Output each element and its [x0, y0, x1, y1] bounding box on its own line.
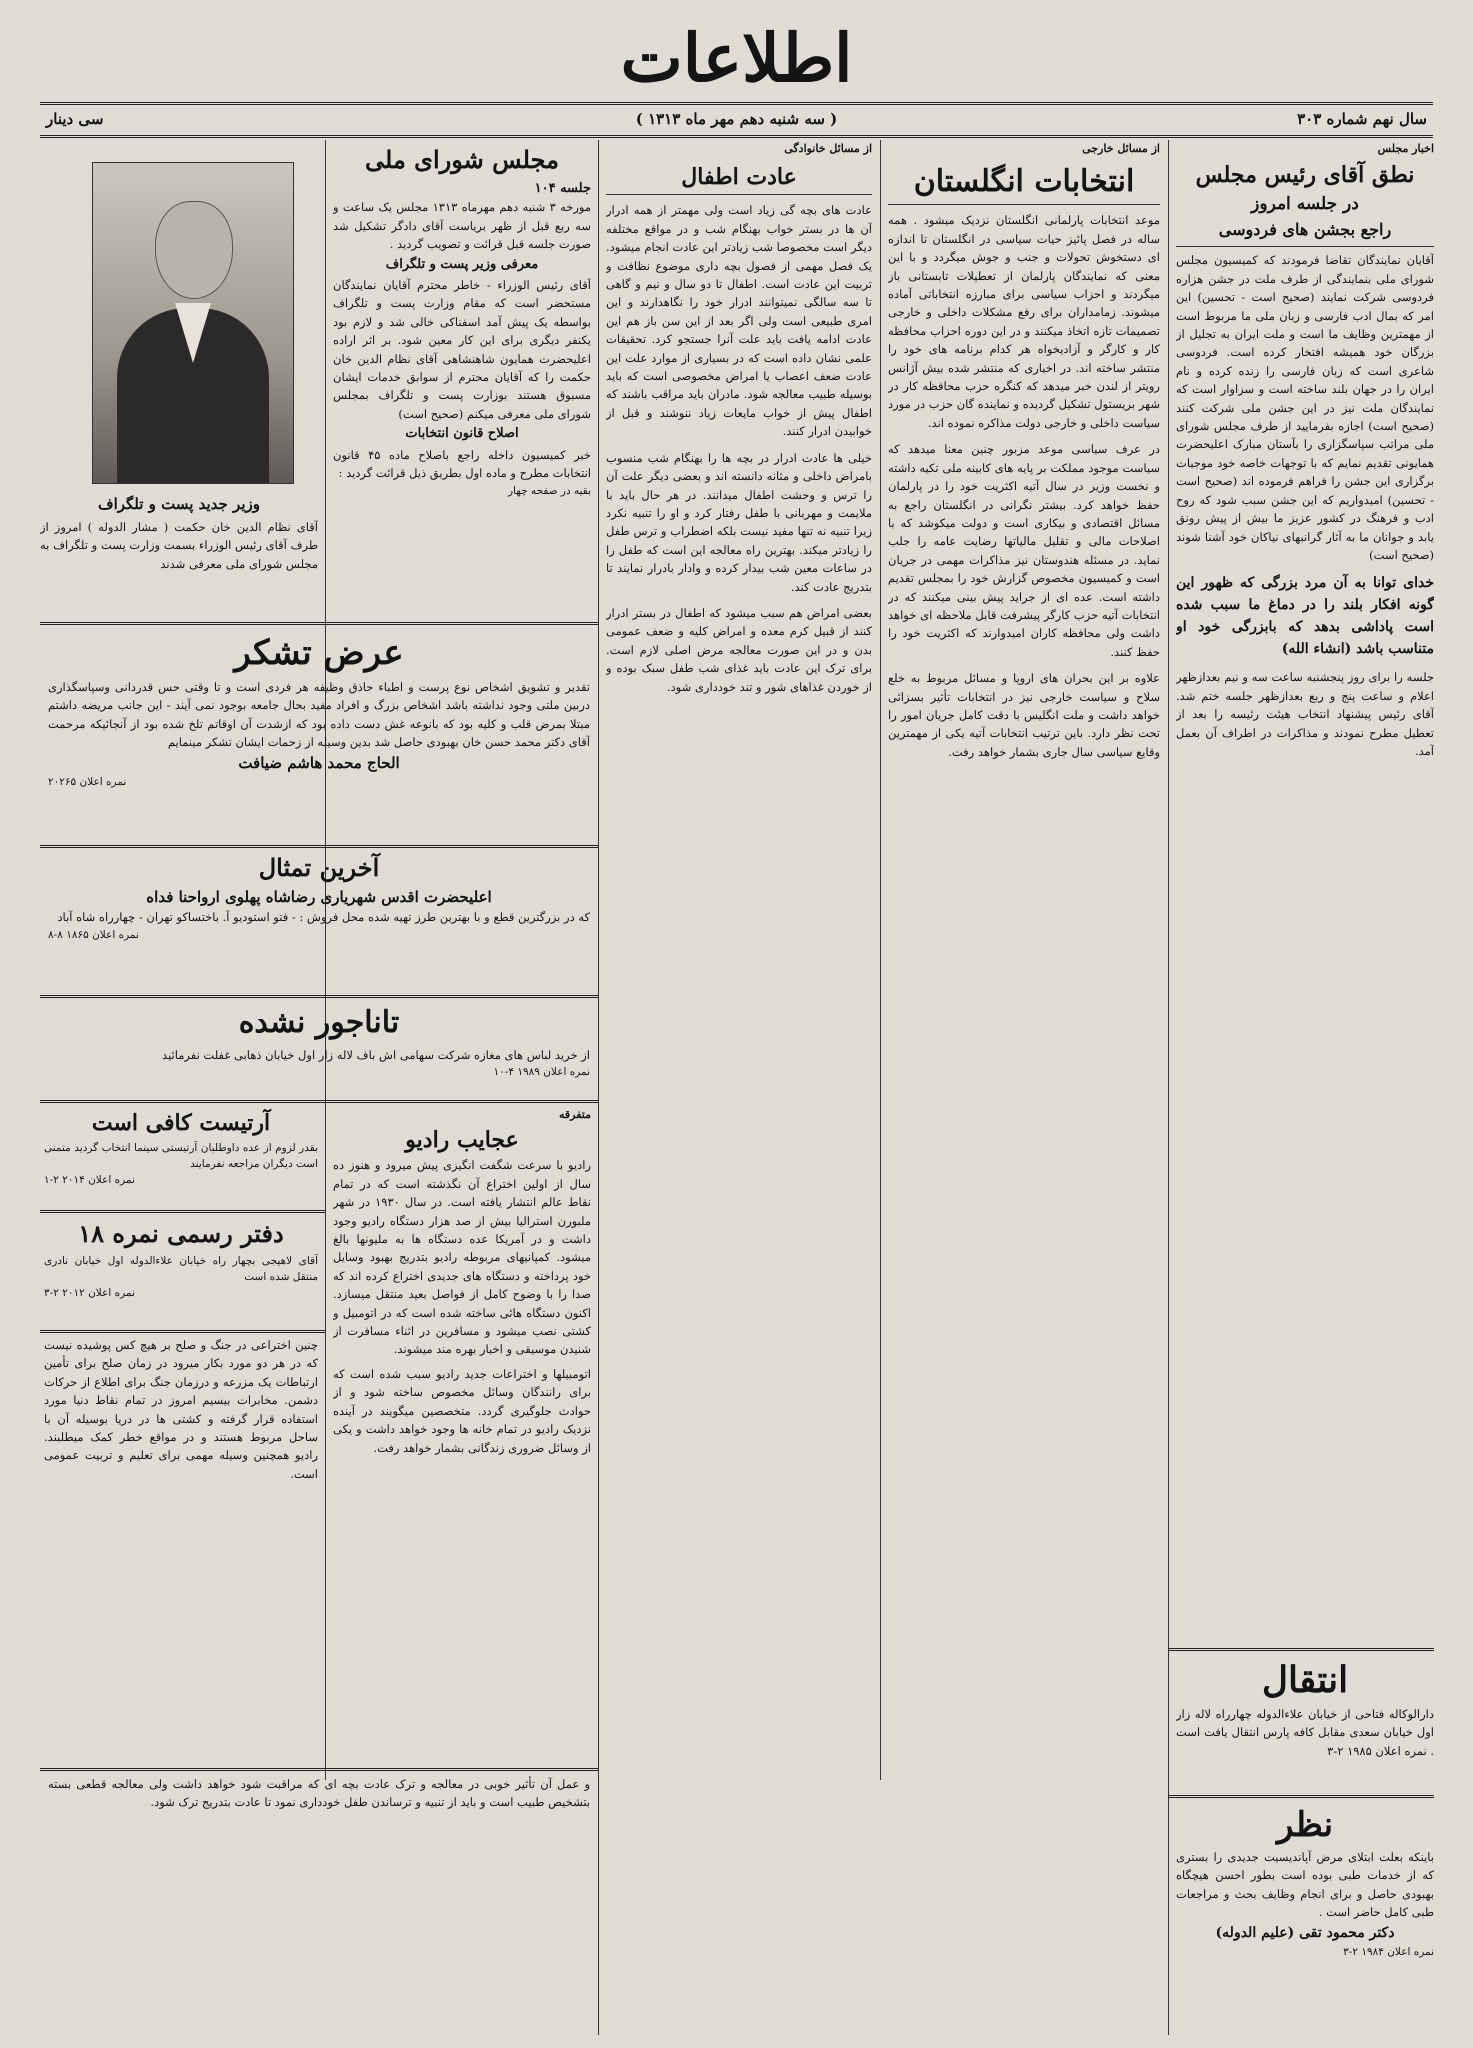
article-subhead: اصلاح قانون انتخابات — [405, 426, 519, 442]
section-kicker: اخبار مجلس — [1377, 142, 1434, 155]
section-divider — [40, 1210, 325, 1213]
issue-date: ( سه شنبه دهم مهر ماه ۱۳۱۳ ) — [635, 110, 838, 128]
ad-relocation — [1176, 1655, 1434, 1790]
article-subtitle: در جلسه امروز — [1251, 194, 1359, 215]
ad-subtitle: اعلیحضرت اقدس شهریاری رضاشاه پهلوی ارواحنا فداه — [146, 888, 492, 906]
article-body: موعد انتخابات پارلمانی انگلستان نزدیک میشود . همه ساله در فصل پائیز حیات سیاسی در انگلستان تا اندازه ای دستخوش تحولات و جنب و جوش میگردد و با این معنی که نمایندگان پارلمان از تعطیلات تابستانی باز میگردند و احزاب سیاسی برای مبارزه انتخاباتی آماده میشوند. زمامداران برای رفع مشکلات داخلی و خارجی تصمیمات تازه اتخاذ میکنند و در این دوره احزاب محافظه کار و کارگر و آزادیخواه هر کدام برنامه های خود را منتشر ساخته اند. در اخباری که منتشر شده بیش آژانس رویتر از لندن خبر میدهد که کنگره حزب محافظه کار در شهر بریستول تشکیل گردیده و نماینده گان حزب در مورد سیاست داخلی و خارجی دولت مذاکره نموده اند. — [888, 213, 1160, 430]
article-body: مورخه ۳ شنبه دهم مهرماه ۱۳۱۳ مجلس یک ساعت و سه ربع قبل از ظهر بریاست آقای دادگر تشکیل شد صورت جلسه قبل قرائت و تصویب گردید . — [333, 200, 591, 252]
section-divider — [1168, 1648, 1434, 1651]
portrait-caption-box — [40, 490, 318, 615]
section-divider — [40, 1100, 598, 1103]
section-divider — [40, 845, 598, 848]
habits-continued — [48, 1775, 590, 2030]
ad-portrait — [48, 850, 590, 990]
ad-text: که در بزرگترین قطع و با بهترین طرز تهیه شده محل فروش : - فتو استودیو آ. باختساکو تهران - چهارراه شاه آباد — [57, 910, 590, 925]
article-subhead: معرفی وزیر پست و تلگراف — [385, 256, 539, 272]
section-divider — [40, 1330, 325, 1333]
column-majlis-speech — [1176, 140, 1434, 1645]
article-body: علاوه بر این بحران های اروپا و مسائل مربوط به خلع سلاح و سیاست خارجی نیز در انتخابات تأثیر بسزائی خواهد داشت و ملت انگلیس با دقت کامل جریان امور را تحت نظر دارد. باین ترتیب انتخابات آتیه یکی از مهمترین وقایع سیاسی سال جاری بشمار خواهد رفت. — [888, 671, 1160, 759]
ad-title: دفتر رسمی نمره ۱۸ — [78, 1219, 284, 1248]
session-number: جلسه ۱۰۴ — [534, 181, 591, 196]
section-kicker: از مسائل خارجی — [1082, 142, 1160, 155]
portrait-caption: وزیر جدید پست و تلگراف — [98, 495, 260, 513]
column-rule — [1168, 140, 1169, 2035]
article-body: خیلی ها عادت ادرار در بچه ها را بهنگام شب منسوب بامراض داخلی و مثانه دانسته اند و بعضی دیگر علت آن را ترس و وحشت اطفال میدانند. در هر حال باید با ملایمت و مهربانی با طفل رفتار کرد و او را تنبیه نکرد زیرا تنبیه نه تنها مفید نیست بلکه اضطراب و ترس طفل را زیادتر میکند. بهترین راه معالجه این است که طفل را در ساعات معین شب بیدار کرده و وادار بادرار نمایند تا بتدریج عادت کند. — [606, 450, 872, 594]
ad-number: نمره اعلان ۲۰۱۴ ۲-۱ — [44, 1174, 135, 1186]
column-rule — [880, 140, 881, 1780]
minister-portrait — [92, 162, 294, 484]
notice-signature: الحاج محمد هاشم ضیافت — [238, 753, 400, 772]
notice-title: عرض تشکر — [234, 633, 404, 673]
column-majlis-session — [333, 140, 591, 625]
continued-note: بقیه در صفحه چهار — [507, 484, 591, 497]
ad-text: بقدر لزوم از عده داوطلبان آرتیستی سینما انتخاب گردید متمنی است دیگران مراجعه نفرمایند — [44, 1142, 318, 1170]
pull-quote: خدای توانا به آن مرد بزرگی که ظهور این گونه افکار بلند را در دماغ ما سبب شده است پاداشی بدهد که بابزرگی خود او متناسب باشد (انشاء الله) — [1176, 575, 1434, 658]
article-body: آقای رئیس الوزراء - خاطر محترم آقایان نمایندگان مستحضر است که مقام وزارت پست و تلگراف بواسطه یک پیش آمد اسفناکی خالی شد و لازم بود یکنفر دیگری برای این کار معین شود. بر اثر اراده اعلیحضرت همایون شاهنشاهی آقای نظام الدین خان حکمت را که آقایان محترم از سوابق خدمات ایشان مسبوق هستند بوزارت پست و تلگراف بمجلس شورای ملی معرفی میکنم (صحیح است) — [333, 278, 591, 421]
ad-title: نظر — [1276, 1805, 1334, 1845]
article-title: نطق آقای رئیس مجلس — [1195, 162, 1415, 189]
ad-text: باینکه بعلت ابتلای مرض آپاندیسیت جدیدی را بستری که از خدمات طبی بوده است بطور احسن هیچگاه بهبودی حاصل و برای انجام وظایف بحث و مراجعات طبی کامل حاضر است . — [1176, 1850, 1434, 1920]
section-divider — [1168, 1795, 1434, 1798]
article-body: عادت های بچه گی زیاد است ولی مهمتر از همه ادرار آن ها در بستر خواب بهنگام شب و در مواقع مختلفه دیگر است مخصوصا شب زیادتر این عادت انجام میشود. یک فصل مهمی از فصول بچه داری موضوع نظافت و تربیت این عادت است. اطفال تا دو سال و نیم و گاهی تا سه سالگی نمیتوانند ادرار خود را نگاهدارند و این امری طبیعی است ولی اگر بعد از این سن باز هم این عادت ادامه یافت باید علت آنرا جستجو کرد. تحقیقات علمی نشان داده است که در بسیاری از موارد علت این عادت ضعف اعصاب یا امراض مخصوصی است که باید بوسیله طبیب معالجه شود. مادران باید مراقب باشند که اطفال پیش از خواب مایعات زیاد ننوشند و قبل از خوابیدن ادرار کنند. — [606, 203, 872, 439]
section-divider — [40, 995, 598, 998]
ad-office — [44, 1215, 318, 1325]
masthead — [40, 18, 1433, 98]
section-divider — [40, 622, 598, 625]
portrait-face — [155, 201, 233, 299]
issue-number: سال نهم شماره ۳۰۳ — [1297, 110, 1427, 128]
column-child-habits — [606, 140, 872, 2025]
article-body: خبر کمیسیون داخله راجع باصلاح ماده ۴۵ قانون انتخابات مطرح و ماده اول بطریق ذیل قرائت گردید : — [333, 447, 591, 481]
ad-title: تاناجور نشده — [238, 1005, 400, 1040]
ad-title: انتقال — [1261, 1659, 1349, 1701]
article-body: بعضی امراض هم سبب میشود که اطفال در بستر ادرار کنند از قبیل کرم معده و امراض کلیه و ضعف عمومی بدن و در این صورت معالجه مرض اصلی لازم است. برای ترک این عادت باید غذای شب طفل سبک بوده و از خوردن غذاهای شور و تند خودداری شود. — [606, 605, 872, 694]
notice-thanks — [48, 628, 590, 838]
notice-number: نمره اعلان ۲۰۲۶۵ — [48, 776, 127, 789]
column-uk-elections — [888, 140, 1160, 2025]
ad-text: دارالوکاله فتاحی از خیابان علاءالدوله چهارراه لاله زار اول خیابان سعدی مقابل کافه پارس انتقال یافت است . نمره اعلان ۱۹۸۵ ۲-۳ — [1176, 1707, 1434, 1758]
radio-continued — [44, 1336, 318, 1696]
ad-text: آقای لاهیجی بچهار راه خیابان علاءالدوله اول خیابان نادری منتقل شده است — [44, 1255, 318, 1283]
notice-body: تقدیر و تشویق اشخاص نوع پرست و اطباء حاذق وظیفه هر فردی است و تا وقتی حس قدردانی وسپاسگذاری دربین ملتی وجود نداشته باشد اشخاص بزرگ و افراد مفید بحال جامعه بوجود نمی آیند - این جانب مریضه داشتم مبتلا بمرض قلب و کلیه بود که بانوعه غش دست داده بود که ازشدت آن اوقاتم تلخ شده بود از آنجائیکه مرحمت آقای دکتر محمد حسن خان بهبودی حاصل شد بدین وسیله از زحمات ایشان تشکر مینمایم — [48, 680, 590, 750]
ad-number: نمره اعلان ۱۹۸۴ ۲-۳ — [1343, 1946, 1434, 1959]
column-rule — [325, 1100, 326, 1420]
article-body: در عرف سیاسی موعد مزبور چنین معنا میدهد که سیاست موجود مملکت بر پایه های کابینه ملی تکیه داشته و نخست وزیر در سال آتیه اکثریت خود را در پارلمان حفظ خواهد کرد. بیشتر نگرانی در انگلستان راجع به مسائل اقتصادی و بیکاری است و دولت میکوشد که با اصلاحات مالی و تقلیل مالیاتها رضایت عامه را جلب نماید. در مسئله هندوستان نیز مذاکرات مهمی در جریان است و کمیسیون مخصوص گزارش خود را بمجلس تقدیم داشته است. عده ای از جراید پیش بینی میکنند که در انتخابات آتیه حزب کارگر پیشرفت قابل ملاحظه ای خواهد داشت ولی محافظه کاران امیدوارند که اکثریت خود را حفظ کنند. — [888, 442, 1160, 659]
section-kicker: متفرقه — [558, 1108, 591, 1121]
article-body: چنین اختراعی در جنگ و صلح بر هیچ کس پوشیده نیست که در هر دو مورد بکار میرود در زمان صلح برای تأمین ارتباطات یک مزرعه و درزمان جنگ برای اطلاع از حرکات دشمن. مخابرات بیسیم امروز در تمام نقاط دنیا مورد استفاده قرار گرفته و کشتی ها در دریا بوسیله آن با ساحل مربوط هستند و در مواقع خطر کمک میطلبند. رادیو همچنین وسیله مهمی برای تعلیم و تربیت عمومی است. — [44, 1338, 318, 1481]
article-body: رادیو با سرعت شگفت انگیزی پیش میرود و هنوز ده سال از اولین اختراع آن نگذشته است که در تمام نقاط عالم انتشار یافته است. در سال ۱۹۳۰ در شهر ملبورن استرالیا بیش از صد هزار دستگاه رادیو وجود داشت و در آمریکا عده دستگاه ها به ملیونها بالغ میشود. کمپانیهای مربوطه رادیو بتدریج بهبود وسایل خود پرداخته و دستگاه های جدیدی اختراع کرده اند که صدا را با وضوح کامل از فواصل بعید منتقل میسازد. اکنون دستگاه هائی ساخته شده است که در اتومبیل و کشتی نصب میشود و مسافرین در اثناء مسافرت از شنیدن موسیقی و اخبار بهره مند میشوند. — [333, 1158, 591, 1357]
newspaper-title: اطلاعات — [620, 19, 853, 97]
section-kicker: از مسائل خانوادگی — [784, 142, 872, 155]
article-title: عجایب رادیو — [405, 1127, 519, 1154]
article-subtitle: راجع بجشن های فردوسی — [1176, 218, 1434, 247]
ad-number: نمره اعلان ۲۰۱۲ ۲-۳ — [44, 1287, 135, 1299]
article-body: و عمل آن تأثیر خوبی در معالجه و ترک عادت بچه ای که مراقبت شود خواهد داشت ولی معالجه قطعی بسته بتشخیص طبیب است و باید از تنبیه و ترساندن طفل خودداری نمود تا عادت بتدریج ترک شود. — [48, 1777, 590, 1810]
article-title: مجلس شورای ملی — [365, 145, 559, 174]
ad-artist — [44, 1106, 318, 1206]
ad-signature: دکتر محمود تقی (علیم الدوله) — [1215, 1924, 1395, 1941]
ad-title: آرتیست کافی است — [91, 1110, 271, 1136]
article-body: اتومبیلها و اختراعات جدید رادیو سبب شده است که برای رانندگان وسائل مخصوص ساخته شود و از حوادث جلوگیری گردد. متخصصین میگویند در آینده نزدیک رادیو در تمام خانه ها وجود خواهد داشت و یکی از وسائل ضروری زندگانی بشمار خواهد رفت. — [333, 1366, 591, 1455]
article-radio — [333, 1106, 591, 1696]
section-divider — [40, 1768, 598, 1771]
dateline — [40, 102, 1433, 138]
ad-number: نمره اعلان ۱۹۸۹ ۴-۱۰ — [493, 1066, 590, 1079]
ad-title: آخرین تمثال — [258, 853, 380, 882]
article-body: آقایان نمایندگان تقاضا فرمودند که کمیسیون مجلس شورای ملی بنمایندگی از طرف ملت در جشن هزاره فردوسی شرکت نمایند (صحیح است - تحسین) این امر که بمال ادب فارسی و زبان ملی ما مربوط است از مهمترین وظایف ما است و ملت ایران به تجلیل از بزرگان خود همیشه افتخار کرده است. فردوسی شاعری است که زبان فارسی را زنده کرده و نام ایران را در جهان بلند ساخته است و سزاوار است که نمایندگان ملت نیز در این جشن ملی شرکت کنند (صحیح است) اجازه بفرمایید از طرف مجلس شورای ملی مراتب سپاسگزاری را بآستان مبارک اعلیحضرت همایونی تقدیم نمایم که با توجهات خاصه خود موجبات برگزاری این جشن را فراهم فرموده اند (صحیح است - تحسین) امیدواریم که این جشن سبب شود که روح ادب و فرهنگ در کشور عزیز ما بیش از پیش رونق یابد و جوانان ما به آثار گرانبهای نیاکان خود آشنا شوند (صحیح است) — [1176, 253, 1434, 562]
issue-price: سی دینار — [46, 110, 104, 128]
ad-tailor — [48, 1000, 590, 1100]
column-rule — [598, 140, 599, 2035]
ad-number: نمره اعلان ۱۸۶۵ ۸-۸ — [48, 928, 139, 941]
article-body: جلسه را برای روز پنجشنبه ساعت سه و نیم بعدازظهر اعلام و ساعت پنج و ربع بعدازظهر جلسه ختم شد. آقای رئیس پیشنهاد انتخاب هیئت رئیسه را بعد از تعطیل مطرح نمودند و مذاکرات در اطراف آن بعمل آمد. — [1176, 670, 1434, 758]
portrait-caption-text: آقای نظام الدین خان حکمت ( مشار الدوله ) امروز از طرف آقای رئیس الوزراء بسمت وزارت پست و تلگراف به مجلس شورای ملی معرفی شدند — [40, 520, 318, 571]
ad-doctor — [1176, 1802, 1434, 2032]
article-title: عادت اطفال — [606, 160, 872, 195]
article-title: انتخابات انگلستان — [888, 160, 1160, 205]
ad-text: از خرید لباس های مغازه شرکت سهامی اش باف لاله زار اول خیابان ذهابی غفلت نفرمائید — [162, 1048, 590, 1062]
